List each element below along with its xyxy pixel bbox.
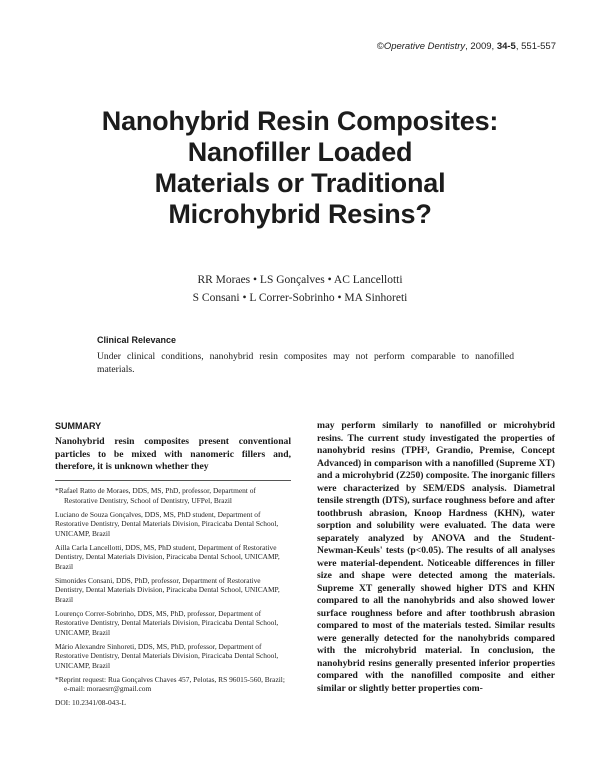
author-note: *Rafael Ratto de Moraes, DDS, MS, PhD, professor, Department of Restorative Dentistry, School of Dentistry, UFPel, Brazil: [55, 486, 256, 505]
title-line: Materials or Traditional: [154, 168, 446, 198]
author-note: Luciano de Souza Gonçalves, DDS, MS, PhD student, Department of Restorative Dentistry, Dental Materials Division, Piracicaba Dental School, UNICAMP, Brazil: [55, 509, 279, 538]
clinical-relevance-heading: Clinical Relevance: [97, 335, 177, 345]
footnote-divider: [55, 480, 291, 481]
author-note: Mário Alexandre Sinhoreti, DDS, MS, PhD, professor, Department of Restorative Dentistry, Dental Materials Division, Piracicaba Dental School, UNICAMP, Brazil: [55, 641, 279, 670]
title-line: Nanofiller Loaded: [187, 137, 413, 167]
author-notes: [55, 486, 291, 712]
summary-heading: SUMMARY: [55, 421, 102, 431]
summary-text-right: may perform similarly to nanofilled or microhybrid resins. The current study investigated the properties of nanohybrid resins (TPH³, Grandio, Premise, Concept Advanced) in comparison with a nanofilled (Supreme XT) and a microhybrid (Z250) composite. The inorganic fillers were characterized by SEM/EDS analysis. Diametral tensile strength (DTS), surface roughness before and after toothbrush abrasion, Knoop Hardness (KHN), water sorption and solubility were evaluated. The data were separately analyzed by ANOVA and the Student-Newman-Keuls' tests (p<0.05). The results of all analyses were material-dependent. Noticeable differences in filler size and shape were detected among the materials. Supreme XT generally showed higher DTS and KHN compared to all the nanohybrids and also showed lower surface roughness before and after toothbrush abrasion compared to most of the materials tested. Similar results were generally detected for the nanohybrids compared with the microhybrid material. In conclusion, the nanohybrid resins generally presented inferior properties compared with the nanofilled composite and either similar or slightly better properties com-: [317, 420, 555, 694]
author-note: Ailla Carla Lancellotti, DDS, MS, PhD student, Department of Restorative Dentistry, Dental Materials Division, Piracicaba Dental School, UNICAMP, Brazil: [55, 542, 280, 571]
journal-year: 2009: [470, 41, 492, 52]
journal-volume: 34-5: [496, 41, 516, 52]
summary-text-left: Nanohybrid resin composites present conventional particles to be mixed with nanomeric fillers and, therefore, it is unknown whether they: [55, 436, 291, 472]
journal-name: Operative Dentistry: [383, 41, 466, 52]
journal-citation: ©Operative Dentistry, 2009, 34-5, 551-557: [376, 41, 556, 52]
clinical-relevance-text: Under clinical conditions, nanohybrid resin composites may not perform comparable to nanofilled materials.: [97, 351, 514, 375]
title-line: Microhybrid Resins?: [168, 199, 432, 229]
article-title: [40, 106, 560, 230]
title-line: Nanohybrid Resin Composites:: [101, 106, 499, 136]
author-note: Lourenço Correr-Sobrinho, DDS, MS, PhD, professor, Department of Restorative Dentistry, Dental Materials Division, Piracicaba Dental School, UNICAMP, Brazil: [55, 608, 279, 637]
author-line: S Consani • L Correr-Sobrinho • MA Sinhoreti: [192, 292, 408, 304]
author-line: RR Moraes • LS Gonçalves • AC Lancellotti: [197, 274, 403, 286]
author-note: Simonides Consani, DDS, PhD, professor, Department of Restorative Dentistry, Dental Materials Division, Piracicaba Dental School, UNICAMP, Brazil: [55, 575, 280, 604]
reprint-request: *Reprint request: Rua Gonçalves Chaves 457, Pelotas, RS 96015-560, Brazil; e-mail: moraesrr@gmail.com: [55, 674, 285, 693]
author-list: [40, 271, 560, 307]
doi: DOI: 10.2341/08-043-L: [55, 698, 127, 707]
journal-pages: 551-557: [521, 41, 556, 52]
